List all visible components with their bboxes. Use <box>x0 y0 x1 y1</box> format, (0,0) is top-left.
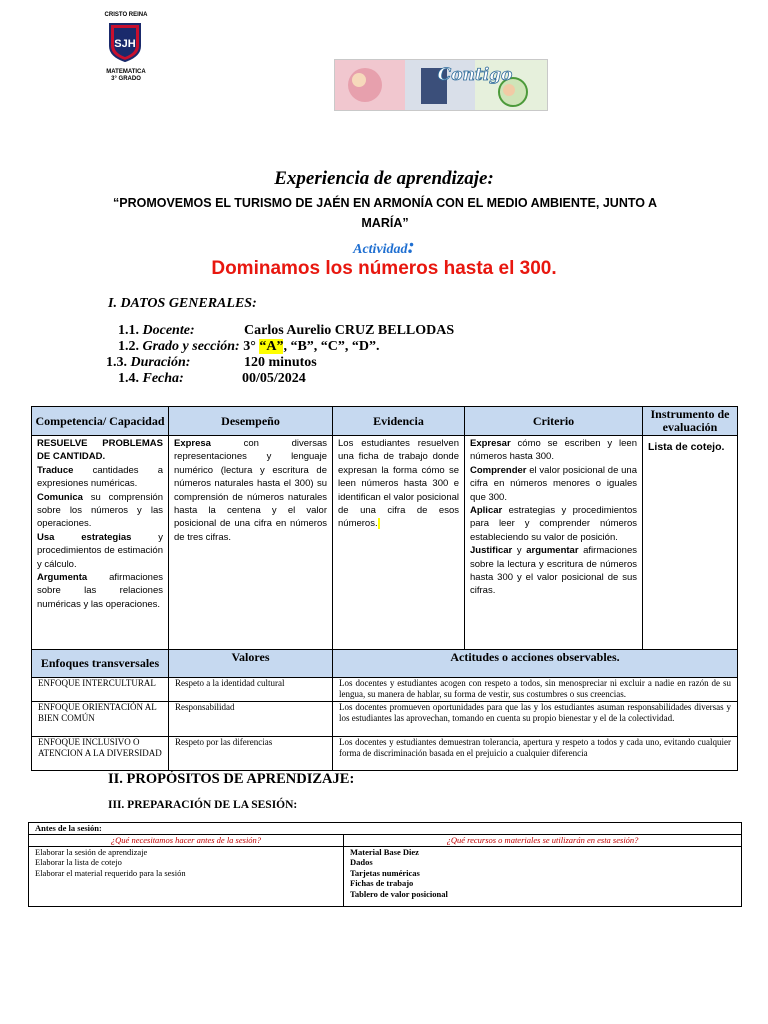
enfoque-action: Los docentes y estudiantes acogen con respeto a todos, sin menospreciar ni excluir a nadie en razón de su lengua, su manera de hablar, su forma de vestir, sus costumbres o sus creencias. <box>333 678 738 702</box>
activity-label: Actividad: <box>353 233 415 258</box>
before-session-list <box>29 846 344 906</box>
contigo-banner-image <box>334 59 548 111</box>
svg-text:SJH: SJH <box>114 38 136 50</box>
list-item: Elaborar el material requerido para la sesión <box>35 867 186 878</box>
header-desempeno: Desempeño <box>169 407 333 436</box>
evidencia-cell: Los estudiantes resuelven una ficha de trabajo donde expresan la forma cómo se leen números hasta 300 e identifican el valor posicional de una cifra de esos números. <box>333 436 465 650</box>
school-subtitle <box>96 69 156 83</box>
criterio-cell: Expresar cómo se escriben y leen números hasta 300. Comprender el valor posicional de una cifra en números menores o iguales que 300. Aplicar estrategias y procedimientos para leer y comprender números estableciendo su valor de posición. Justificar y argumentar afirmaciones sobre la lectura y escritura de números hasta 300 y el valor posicional de sus cifras. <box>465 436 643 650</box>
competency-table <box>31 406 738 771</box>
list-item: Elaborar la lista de cotejo <box>35 857 122 867</box>
header-competencia: Competencia/ Capacidad <box>32 407 169 436</box>
competencia-cell: RESUELVE PROBLEMAS DE CANTIDAD. Traduce cantidades a expresiones numéricas. Comunica su comprensión sobre los números y las operaciones. Usa estrategias y procedimientos de estimación y cálculo. Argumenta afirmaciones sobre las relaciones numéricas y las operaciones. <box>32 436 169 650</box>
subject-label: MATEMATICA <box>106 69 146 75</box>
grade-label: 3° GRADO <box>111 76 141 82</box>
preparation-title: Antes de la sesión: <box>29 823 742 835</box>
enfoques-header-row <box>32 650 738 678</box>
date-value: 00/05/2024 <box>242 371 306 386</box>
preparation-table <box>28 822 742 907</box>
enfoque-name: ENFOQUE INTERCULTURAL <box>32 678 169 702</box>
header-evidencia: Evidencia <box>333 407 465 436</box>
list-item: Elaborar la sesión de aprendizaje <box>35 846 148 857</box>
enfoque-value: Responsabilidad <box>169 702 333 737</box>
header-actitudes: Actitudes o acciones observables. <box>333 650 738 678</box>
section-highlight: “A” <box>259 339 284 354</box>
enfoque-row <box>32 678 738 702</box>
school-shield-logo <box>108 22 142 62</box>
header-instrumento: Instrumento de evaluación <box>643 407 738 436</box>
question-before-session: ¿Qué necesitamos hacer antes de la sesión? <box>29 834 344 846</box>
school-name: CRISTO REINA <box>104 12 148 18</box>
preparation-heading: III. PREPARACIÓN DE LA SESIÓN: <box>108 799 298 811</box>
svg-text:Contigo: Contigo <box>437 65 513 85</box>
activity-name: Dominamos los números hasta el 300. <box>211 258 557 279</box>
enfoque-value: Respeto por las diferencias <box>169 737 333 771</box>
list-item: Tarjetas numéricas <box>350 867 420 878</box>
experience-title: Experiencia de aprendizaje: <box>274 168 494 189</box>
general-row-teacher: 1.1. Docente: <box>118 323 195 338</box>
enfoque-action: Los docentes promueven oportunidades para que las y los estudiantes asuman responsabilidades diversas y los estudiantes las aprovechan, tomando en cuenta su propio bienestar y el de la colectividad. <box>333 702 738 737</box>
materials-list <box>344 846 742 906</box>
header-enfoques: Enfoques transversales <box>32 650 169 678</box>
general-data-heading: I. DATOS GENERALES: <box>108 296 257 311</box>
desempeno-cell: Expresa con diversas representaciones y lenguaje numérico (lectura y escritura de números naturales hasta el 300) su comprensión de números naturales hasta la centena y el valor posicional de una cifra en números de tres cifras. <box>169 436 333 650</box>
general-row-grade: 1.2. Grado y sección: 3° “A”, “B”, “C”, “D”. <box>118 339 380 354</box>
purposes-heading: II. PROPÓSITOS DE APRENDIZAJE: <box>108 771 355 787</box>
general-row-duration: 1.3. Duración: <box>106 355 191 370</box>
experience-theme: “PROMOVEMOS EL TURISMO DE JAÉN EN ARMONÍA CON EL MEDIO AMBIENTE, JUNTO A MARÍA” <box>112 196 658 230</box>
enfoque-row <box>32 737 738 771</box>
enfoque-value: Respeto a la identidad cultural <box>169 678 333 702</box>
instrumento-cell: Lista de cotejo. <box>643 436 738 650</box>
list-item: Material Base Diez <box>350 846 419 857</box>
duration-value: 120 minutos <box>244 355 317 370</box>
enfoque-name: ENFOQUE INCLUSIVO O ATENCION A LA DIVERSIDAD <box>32 737 169 771</box>
question-materials: ¿Qué recursos o materiales se utilizarán en esta sesión? <box>344 834 742 846</box>
list-item: Tablero de valor posicional <box>350 888 448 899</box>
competencia-title: RESUELVE PROBLEMAS DE CANTIDAD. <box>37 438 163 463</box>
general-row-date: 1.4. Fecha: <box>118 371 184 386</box>
list-item: Fichas de trabajo <box>350 878 414 888</box>
enfoque-name: ENFOQUE ORIENTACIÓN AL BIEN COMÚN <box>32 702 169 737</box>
competency-header-row <box>32 407 738 436</box>
list-item: Dados <box>350 857 373 867</box>
header-valores: Valores <box>169 650 333 678</box>
enfoque-action: Los docentes y estudiantes demuestran tolerancia, apertura y respeto a todos y cada uno, evitando cualquier forma de discriminación basada en el prejuicio a cualquier diferencia <box>333 737 738 771</box>
competency-body-row <box>32 436 738 650</box>
enfoque-row <box>32 702 738 737</box>
header-criterio: Criterio <box>465 407 643 436</box>
teacher-value: Carlos Aurelio CRUZ BELLODAS <box>244 323 455 338</box>
